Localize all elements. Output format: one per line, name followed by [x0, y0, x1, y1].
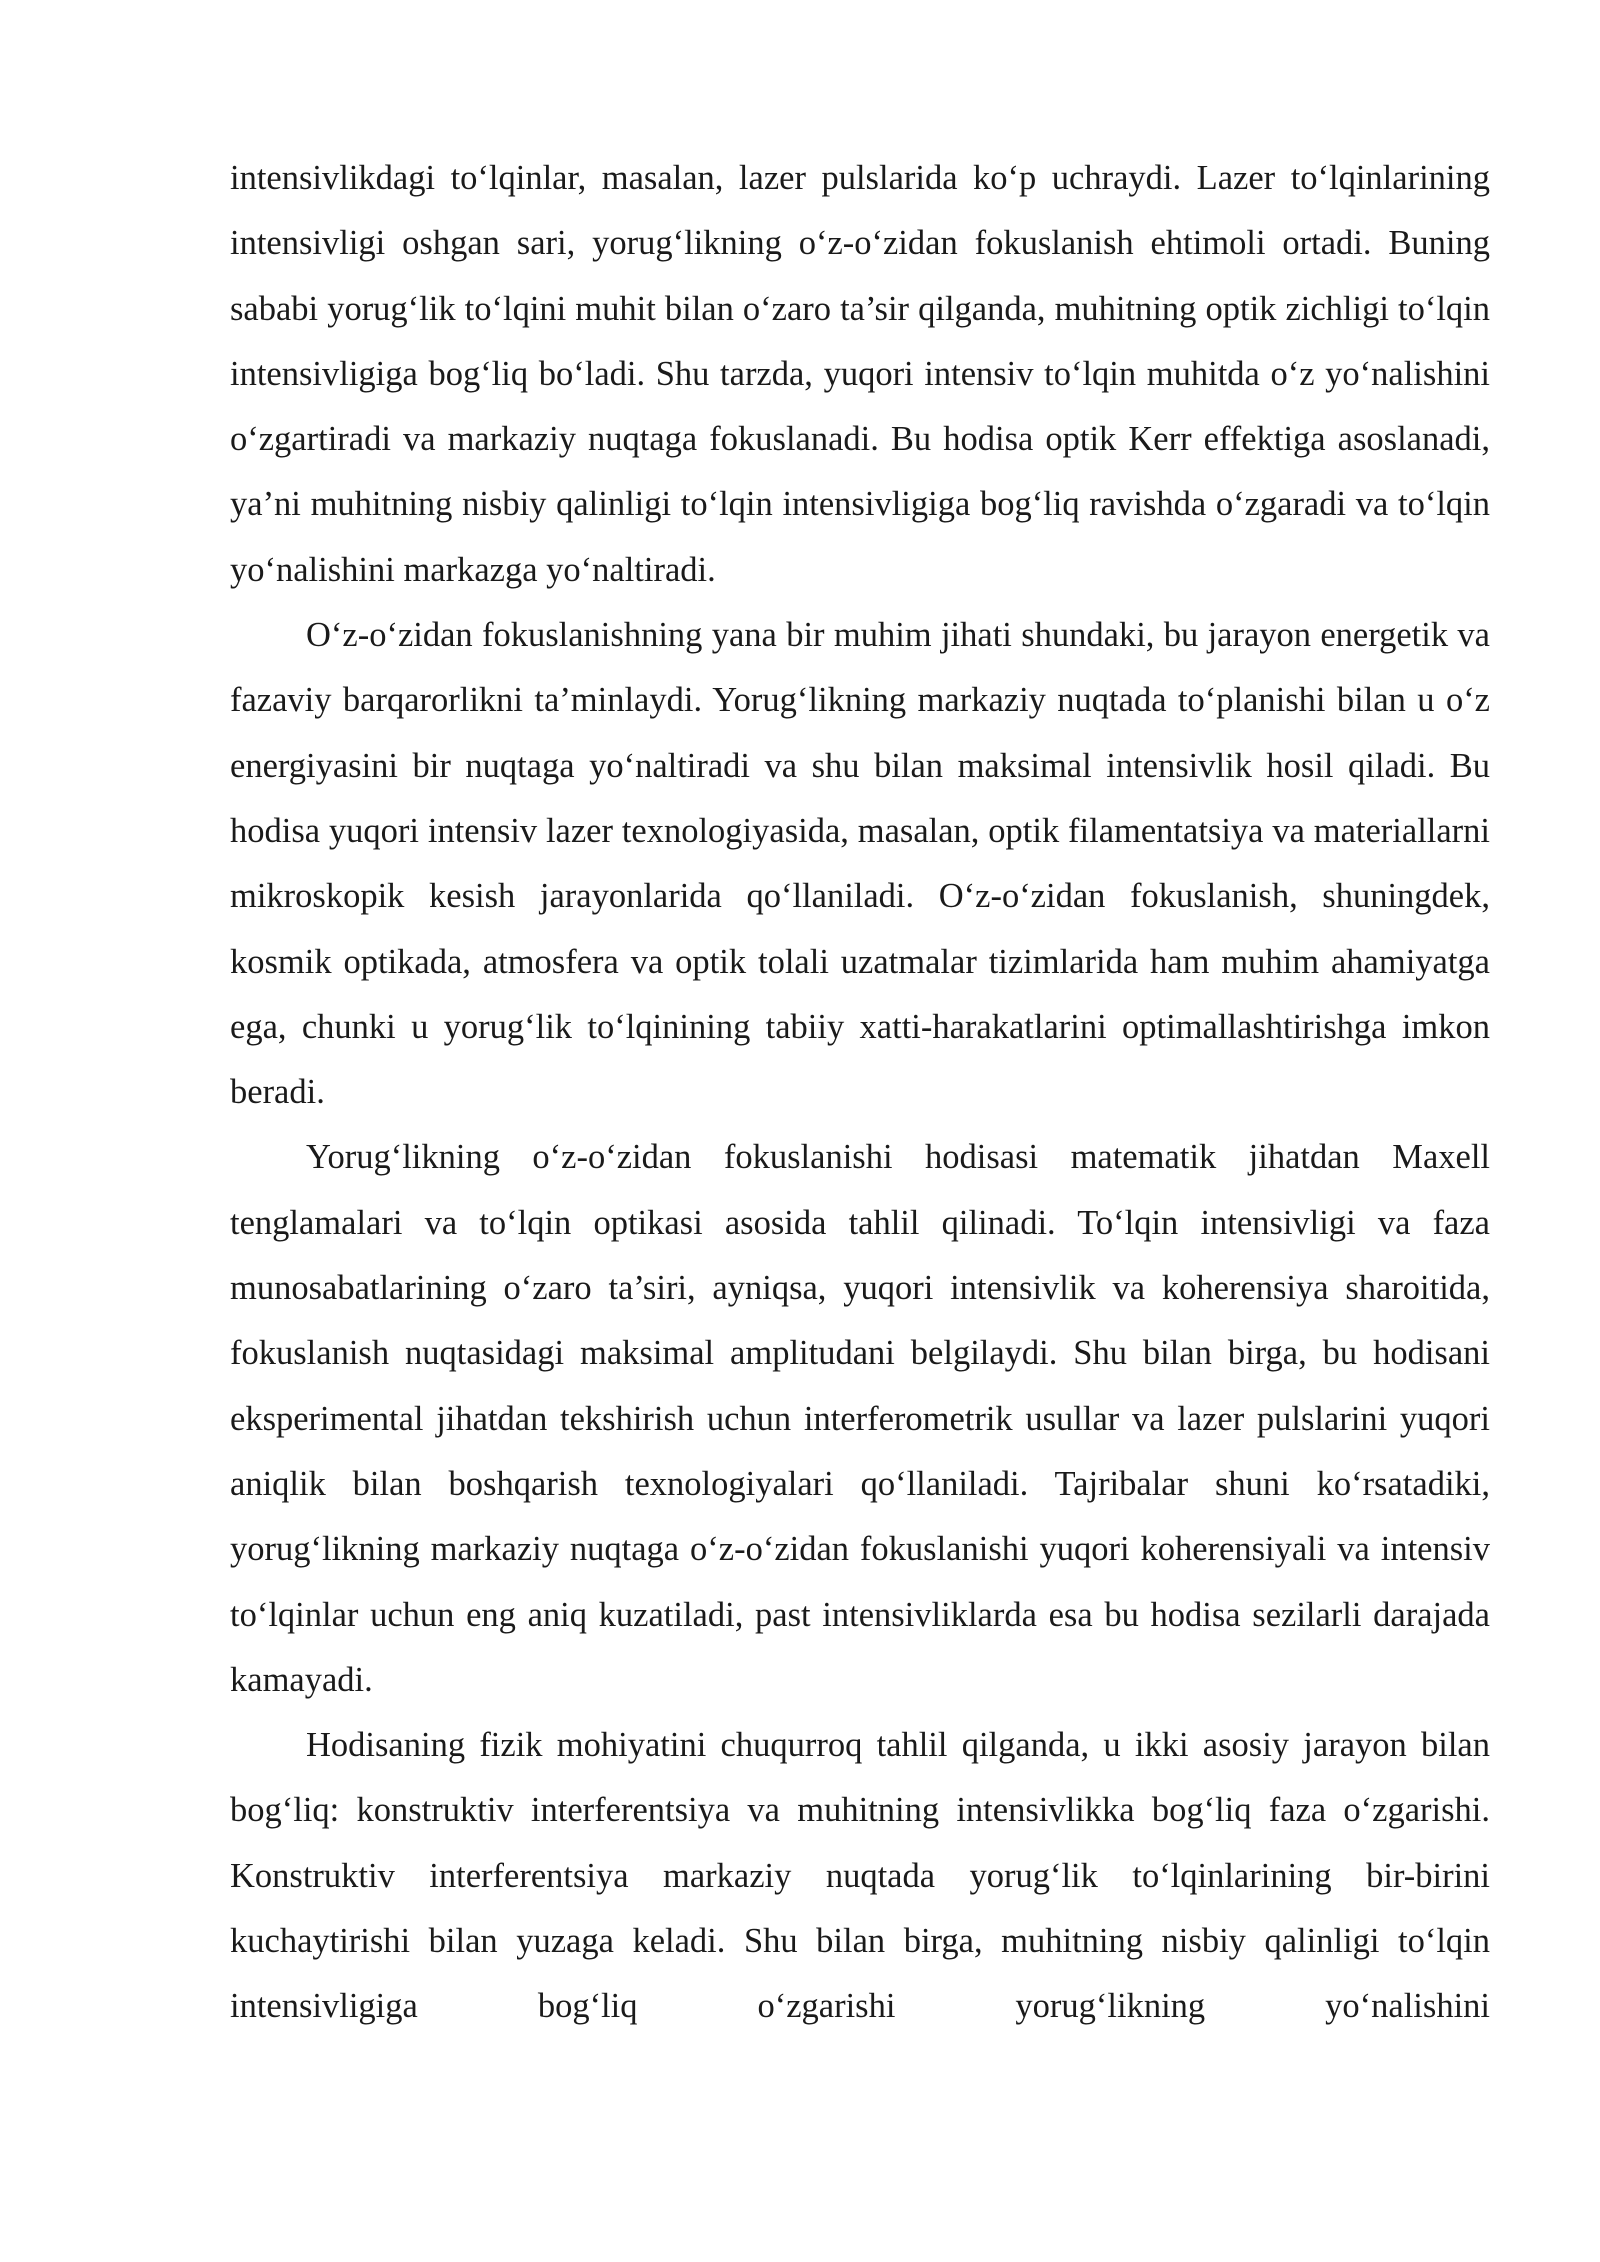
body-text — [230, 146, 1490, 2040]
paragraph: Yorug‘likning o‘z-o‘zidan fokuslanishi hodisasi matematik jihatdan Maxell tenglamalari va to‘lqin optikasi asosida tahlil qilinadi. To‘lqin intensivligi va faza munosabatlarining o‘zaro ta’siri, ayniqsa, yuqori intensivlik va koherensiya sharoitida, fokuslanish nuqtasidagi maksimal amplitudani belgilaydi. Shu bilan birga, bu hodisani eksperimental jihatdan tekshirish uchun interferometrik usullar va lazer pulslarini yuqori aniqlik bilan boshqarish texnologiyalari qo‘llaniladi. Tajribalar shuni ko‘rsatadiki, yorug‘likning markaziy nuqtaga o‘z-o‘zidan fokuslanishi yuqori koherensiyali va intensiv to‘lqinlar uchun eng aniq kuzatiladi, past intensivliklarda esa bu hodisa sezilarli darajada kamayadi. — [230, 1138, 1490, 1699]
paragraph: intensivlikdagi to‘lqinlar, masalan, lazer pulslarida ko‘p uchraydi. Lazer to‘lqinlarining intensivligi oshgan sari, yorug‘likning o‘z-o‘zidan fokuslanish ehtimoli ortadi. Buning sababi yorug‘lik to‘lqini muhit bilan o‘zaro ta’sir qilganda, muhitning optik zichligi to‘lqin intensivligiga bog‘liq bo‘ladi. Shu tarzda, yuqori intensiv to‘lqin muhitda o‘z yo‘nalishini o‘zgartiradi va markaziy nuqtaga fokuslanadi. Bu hodisa optik Kerr effektiga asoslanadi, ya’ni muhitning nisbiy qalinligi to‘lqin intensivligiga bog‘liq ravishda o‘zgaradi va to‘lqin yo‘nalishini markazga yo‘naltiradi. — [230, 159, 1490, 589]
paragraph: O‘z-o‘zidan fokuslanishning yana bir muhim jihati shundaki, bu jarayon energetik va fazaviy barqarorlikni ta’minlaydi. Yorug‘likning markaziy nuqtada to‘planishi bilan u o‘z energiyasini bir nuqtaga yo‘naltiradi va shu bilan maksimal intensivlik hosil qiladi. Bu hodisa yuqori intensiv lazer texnologiyasida, masalan, optik filamentatsiya va materiallarni mikroskopik kesish jarayonlarida qo‘llaniladi. O‘z-o‘zidan fokuslanish, shuningdek, kosmik optikada, atmosfera va optik tolali uzatmalar tizimlarida ham muhim ahamiyatga ega, chunki u yorug‘lik to‘lqinining tabiiy xatti-harakatlarini optimallashtirishga imkon beradi. — [230, 616, 1490, 1112]
paragraph: Hodisaning fizik mohiyatini chuqurroq tahlil qilganda, u ikki asosiy jarayon bilan bog‘liq: konstruktiv interferentsiya va muhitning intensivlikka bog‘liq faza o‘zgarishi. Konstruktiv interferentsiya markaziy nuqtada yorug‘lik to‘lqinlarining bir-birini kuchaytirishi bilan yuzaga keladi. Shu bilan birga, muhitning nisbiy qalinligi to‘lqin intensivligiga bog‘liq o‘zgarishi yorug‘likning yo‘nalishini — [230, 1726, 1490, 2026]
